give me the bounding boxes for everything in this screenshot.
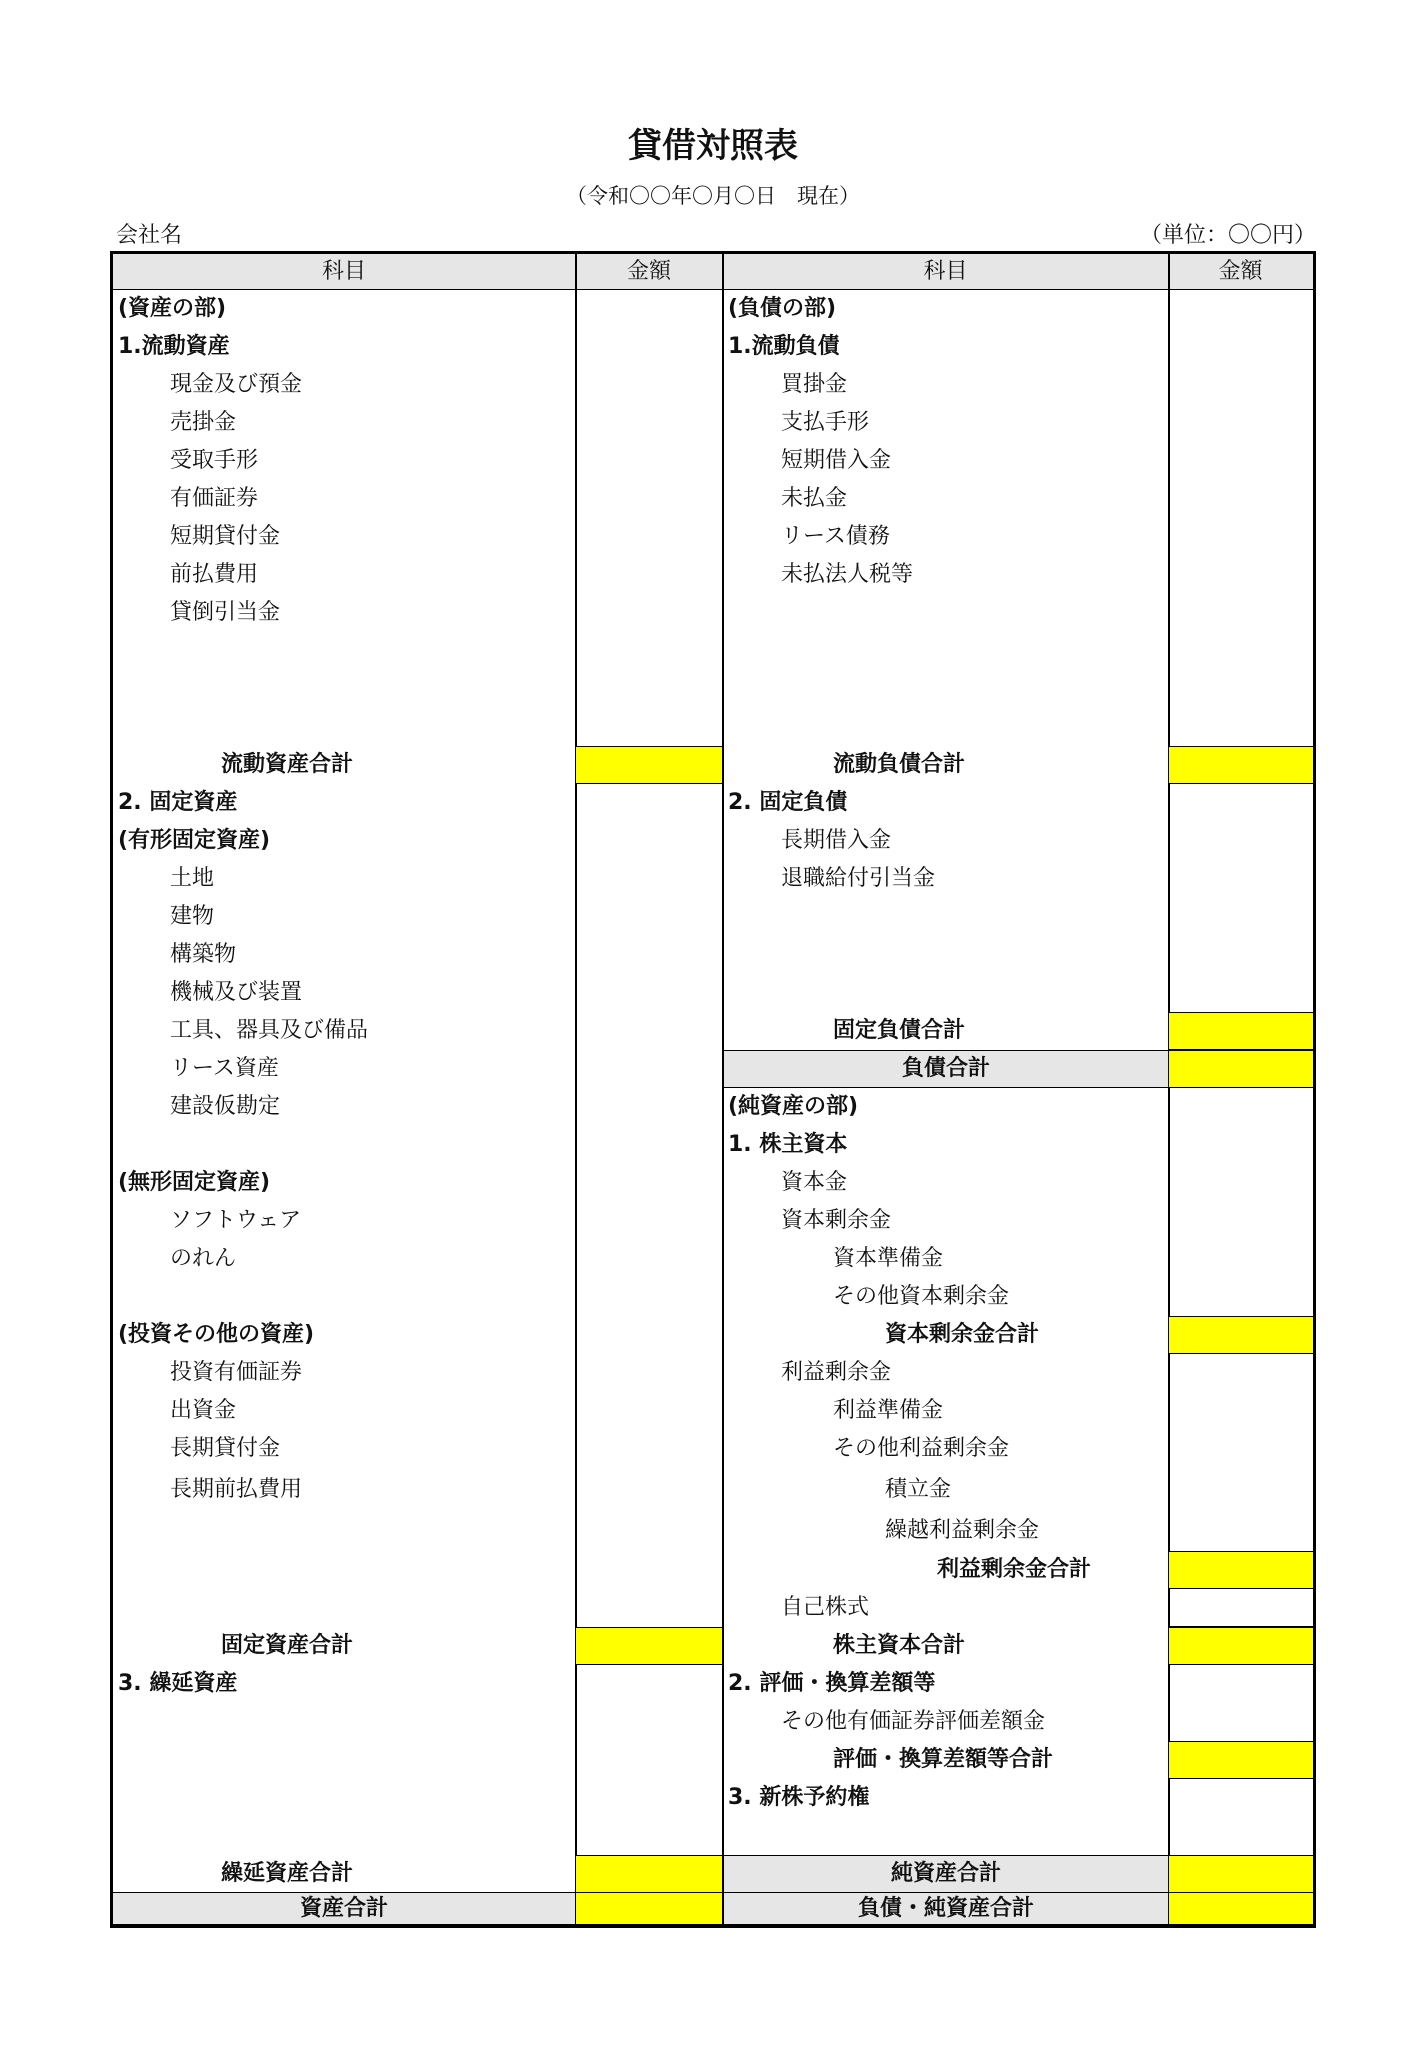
deferred-assets-heading: 3. 繰延資産 — [118, 1671, 238, 1696]
other-capital-surplus: その他資本剰余金 — [833, 1284, 1010, 1309]
intangible-heading: (無形固定資産) — [118, 1170, 271, 1195]
divider-left-amount — [575, 254, 577, 1925]
liability-item: 短期借入金 — [781, 448, 892, 473]
liability-item: 未払法人税等 — [781, 562, 914, 587]
asset-item: 貸倒引当金 — [170, 600, 281, 625]
liabilities-net-assets-total-label: 負債・純資産合計 — [857, 1896, 1034, 1921]
asset-item: 構築物 — [170, 942, 237, 967]
investment-heading: (投資その他の資産) — [118, 1322, 315, 1347]
asset-item: 売掛金 — [170, 410, 237, 435]
unit-label: （単位：〇〇円） — [1139, 223, 1316, 248]
balance-sheet-table — [110, 251, 1316, 1928]
valuation-total-label: 評価・換算差額等合計 — [833, 1747, 1054, 1772]
asset-item: 長期前払費用 — [170, 1477, 303, 1502]
asset-item: 出資金 — [170, 1398, 237, 1423]
liability-item: 未払金 — [781, 486, 848, 511]
net-assets-total-band — [724, 1855, 1168, 1893]
retained-total-cell[interactable] — [1169, 1551, 1313, 1589]
liability-item: 買掛金 — [781, 372, 848, 397]
fixed-assets-heading: 2. 固定資産 — [118, 790, 238, 815]
fixed-assets-total-cell[interactable] — [576, 1627, 722, 1665]
asset-item: 建物 — [170, 904, 215, 929]
capital-surplus-total-label: 資本剰余金合計 — [885, 1322, 1040, 1347]
current-assets-heading: 1.流動資産 — [118, 334, 230, 359]
liabilities-section: (負債の部) — [728, 296, 837, 321]
capital-surplus: 資本剰余金 — [781, 1208, 892, 1233]
header-subject-left: 科目 — [113, 254, 575, 290]
legal-reserve: 利益準備金 — [833, 1398, 944, 1423]
current-liabilities-total-label: 流動負債合計 — [833, 752, 966, 777]
liability-item: 支払手形 — [781, 410, 870, 435]
retained-carried: 繰越利益剰余金 — [885, 1518, 1040, 1543]
liabilities-total-band — [724, 1050, 1168, 1088]
asset-item: 前払費用 — [170, 562, 259, 587]
asset-item: ソフトウェア — [170, 1208, 302, 1233]
header-subject-right: 科目 — [723, 254, 1168, 290]
liability-item: 退職給付引当金 — [781, 866, 936, 891]
net-assets-total-label: 純資産合計 — [890, 1861, 1001, 1886]
valuation-heading: 2. 評価・換算差額等 — [728, 1671, 936, 1696]
fixed-assets-total-label: 固定資産合計 — [221, 1633, 354, 1658]
asset-item: 長期貸付金 — [170, 1436, 281, 1461]
current-assets-total-label: 流動資産合計 — [221, 752, 354, 777]
asset-item: 建設仮勘定 — [170, 1094, 281, 1119]
warrants-heading: 3. 新株予約権 — [728, 1785, 870, 1810]
treasury-stock: 自己株式 — [781, 1595, 870, 1620]
reserve-fund: 積立金 — [885, 1477, 952, 1502]
liability-item: 長期借入金 — [781, 828, 892, 853]
divider-center — [722, 254, 724, 1925]
fixed-liabilities-heading: 2. 固定負債 — [728, 790, 848, 815]
net-assets-total-cell[interactable] — [1169, 1855, 1313, 1893]
capital-reserve: 資本準備金 — [833, 1246, 944, 1271]
header-amount-right: 金額 — [1168, 254, 1313, 290]
retained-total-label: 利益剰余金合計 — [937, 1557, 1092, 1582]
asset-item: 受取手形 — [170, 448, 259, 473]
document-title: 貸借対照表 — [628, 126, 798, 166]
equity-total-cell[interactable] — [1169, 1627, 1313, 1665]
equity-total-label: 株主資本合計 — [833, 1633, 966, 1658]
fixed-liabilities-total-label: 固定負債合計 — [833, 1018, 966, 1043]
valuation-item: その他有価証券評価差額金 — [781, 1709, 1046, 1734]
liability-item: リース債務 — [781, 524, 890, 549]
liabilities-net-assets-total-cell[interactable] — [1169, 1892, 1313, 1925]
header-amount-left: 金額 — [575, 254, 723, 290]
as-of-date: （令和〇〇年〇月〇日 現在） — [566, 184, 860, 208]
retained-earnings: 利益剰余金 — [781, 1360, 892, 1385]
asset-item: 現金及び預金 — [170, 372, 303, 397]
current-assets-total-cell[interactable] — [576, 746, 722, 784]
deferred-assets-total-cell[interactable] — [576, 1855, 722, 1893]
asset-item: 工具、器具及び備品 — [170, 1018, 369, 1043]
valuation-total-cell[interactable] — [1169, 1741, 1313, 1779]
asset-item: 機械及び装置 — [170, 980, 303, 1005]
other-retained: その他利益剰余金 — [833, 1436, 1010, 1461]
divider-right-amount — [1168, 254, 1170, 1925]
company-name-label: 会社名 — [116, 223, 183, 248]
fixed-liabilities-total-cell[interactable] — [1169, 1012, 1313, 1050]
assets-grand-total-label: 資産合計 — [299, 1896, 388, 1921]
deferred-assets-total-label: 繰延資産合計 — [221, 1861, 354, 1886]
asset-item: 短期貸付金 — [170, 524, 281, 549]
capital-stock: 資本金 — [781, 1170, 848, 1195]
asset-item: リース資産 — [170, 1056, 279, 1081]
asset-item: 土地 — [170, 866, 215, 891]
asset-item: のれん — [170, 1246, 237, 1271]
asset-item: 有価証券 — [170, 486, 259, 511]
equity-heading: 1. 株主資本 — [728, 1132, 848, 1157]
assets-grand-total-cell[interactable] — [576, 1892, 722, 1925]
treasury-stock-cell[interactable] — [1169, 1589, 1313, 1627]
current-liabilities-total-cell[interactable] — [1169, 746, 1313, 784]
liabilities-total-label: 負債合計 — [901, 1056, 990, 1081]
liabilities-net-assets-total-band — [724, 1892, 1168, 1925]
current-liabilities-heading: 1.流動負債 — [728, 334, 840, 359]
asset-item: 投資有価証券 — [170, 1360, 303, 1385]
assets-section: (資産の部) — [118, 296, 227, 321]
assets-grand-total-band — [113, 1892, 575, 1925]
capital-surplus-total-cell[interactable] — [1169, 1316, 1313, 1354]
net-assets-section: (純資産の部) — [728, 1094, 859, 1119]
liabilities-total-cell[interactable] — [1169, 1050, 1313, 1088]
tangible-heading: (有形固定資産) — [118, 828, 271, 853]
